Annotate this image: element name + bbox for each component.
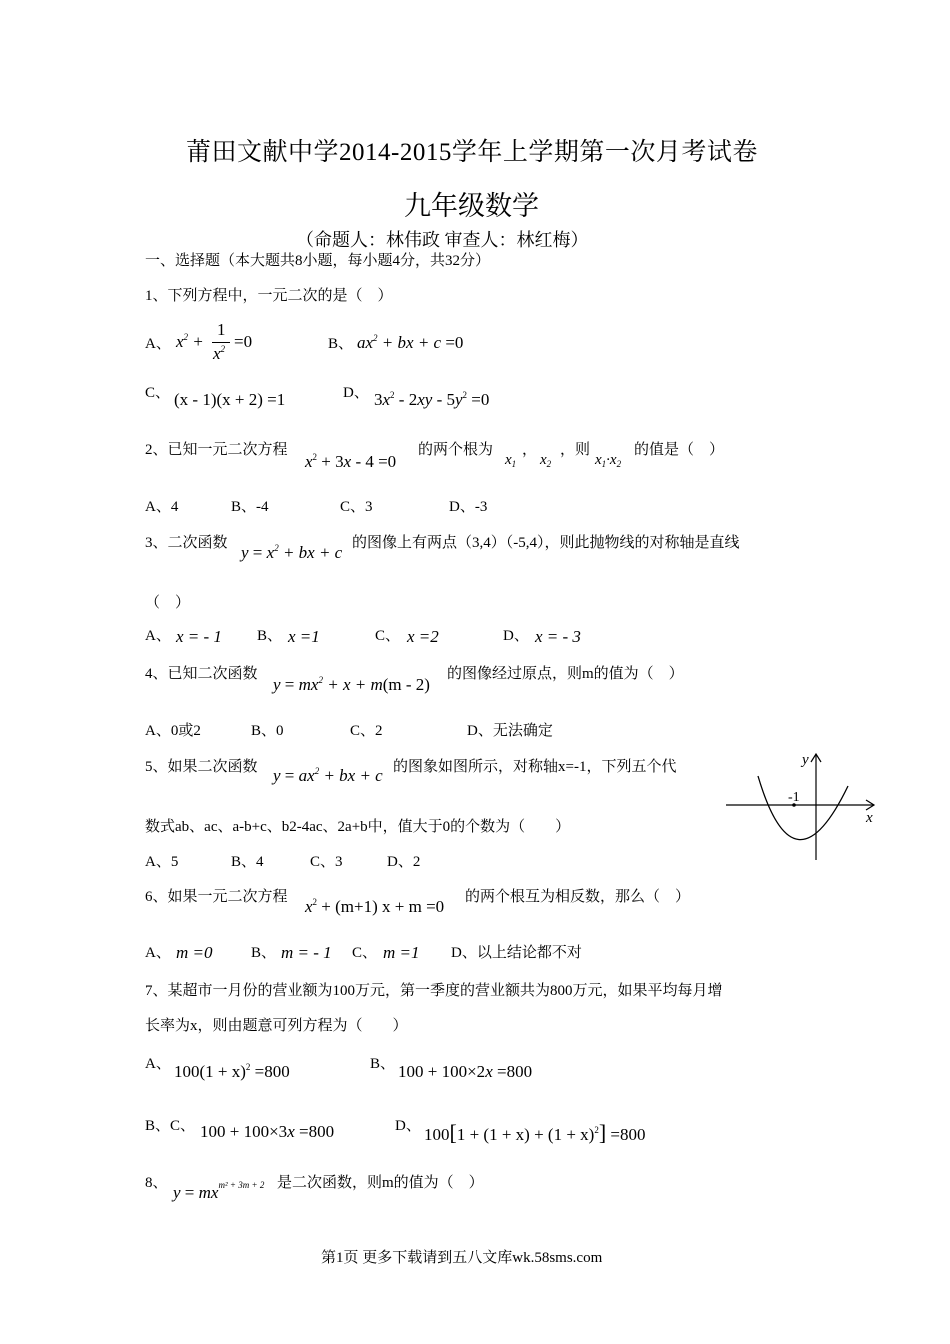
q1-option-d-formula: $3x^2 - 2xy - 5y^2 =0$ <box>374 390 490 409</box>
q3-stem-b: 的图像上有两点（3,4）（-5,4），则此抛物线的对称轴是直线 <box>352 535 740 551</box>
q8-stem: 是二次函数，则m的值为（ ） <box>277 1175 484 1191</box>
q1-option-a-formula: $x^2$ + 1 $x^2$ =0 <box>176 320 253 363</box>
q5-option-c: C、3 <box>310 854 343 870</box>
q7-option-a-label: A、 <box>145 1056 171 1072</box>
q3-option-b: x =1 <box>288 627 320 646</box>
x-axis-label: x <box>866 810 873 826</box>
parabola-curve <box>758 776 848 840</box>
section-heading: 一、选择题（本大题共8小题，每小题4分，共32分） <box>145 253 491 269</box>
q1-option-a-label: A、 <box>145 336 171 352</box>
q2-equation: $x^2 + 3x - 4 =0$ <box>305 452 397 471</box>
q3-option-c-label: C、 <box>375 628 401 644</box>
y-axis-label: y <box>802 752 809 768</box>
q5-equation: $y = ax^2$ + bx + c <box>273 766 383 785</box>
q4-equation: $y = mx^2 + x + m(m - 2)$ <box>273 675 430 694</box>
exam-subtitle: 九年级数学 <box>404 191 539 221</box>
symmetry-label: -1 <box>788 790 800 805</box>
q1-a-x: x <box>176 332 184 351</box>
q8-exponent: m² + 3m + 2 <box>218 1180 265 1190</box>
q3-stem-a: 3、二次函数 <box>145 535 228 551</box>
q6-option-b-label: B、 <box>251 945 277 961</box>
page-footer: 第1页 更多下载请到五八文库wk.58sms.com <box>321 1250 603 1266</box>
exam-authors: （命题人：林伟政 审查人：林红梅） <box>296 230 589 250</box>
q3-option-a: x = - 1 <box>176 627 222 646</box>
q1-stem: 1、下列方程中，一元二次的是（ ） <box>145 288 393 304</box>
q2-option-d: D、-3 <box>449 499 488 515</box>
q6-equation: $x^2 + (m+1) x + m =0$ <box>305 897 445 916</box>
q1-a-numerator: 1 <box>217 320 226 339</box>
q7-option-c: 100 + 100×3x =800 <box>200 1122 335 1141</box>
q7-option-c-label: B、C、 <box>145 1118 196 1134</box>
q8-equation: $y = mx^{m^2 + 3m + 2}$ <box>173 1180 265 1202</box>
q2-option-c: C、3 <box>340 499 373 515</box>
q3-equation: $y = x^2$ + bx + c <box>241 543 343 562</box>
q7-option-b: 100 + 100×2x =800 <box>398 1062 533 1081</box>
q2-root-1: $x_1$ <box>505 452 517 469</box>
q4-option-a: A、0或2 <box>145 723 201 739</box>
q5-stem-a: 5、如果二次函数 <box>145 759 258 775</box>
q4-option-d: D、无法确定 <box>467 723 553 739</box>
q3-option-a-label: A、 <box>145 628 171 644</box>
q7-stem-a: 7、某超市一月份的营业额为100万元，第一季度的营业额共为800万元，如果平均每月增 <box>145 983 723 999</box>
q4-option-b: B、0 <box>251 723 284 739</box>
q2-product: $x_1\cdot x_2$ <box>595 452 622 469</box>
q6-option-a-label: A、 <box>145 945 171 961</box>
q3-paren: （ ） <box>145 595 191 611</box>
q7-option-d-label: D、 <box>395 1118 421 1134</box>
q4-stem-a: 4、已知二次函数 <box>145 666 258 682</box>
q3-option-d-label: D、 <box>503 628 529 644</box>
q7-option-a: $100(1 + x)^2 =800$ <box>174 1062 290 1081</box>
q7-option-b-label: B、 <box>370 1056 396 1072</box>
q3-option-d: x = - 3 <box>535 627 581 646</box>
q5-option-a: A、5 <box>145 854 179 870</box>
q7-option-d: $100[1 + (1 + x) + (1 + x)^2] =800$ <box>424 1120 646 1145</box>
q8-label: 8、 <box>145 1175 168 1191</box>
q5-stem-c: 数式ab、ac、a-b+c、b2-4ac、2a+b中，值大于0的个数为（ ） <box>145 819 571 835</box>
q3-option-b-label: B、 <box>257 628 283 644</box>
q6-option-b: m = - 1 <box>281 943 332 962</box>
q6-option-c: m =1 <box>383 943 420 962</box>
q6-stem-b: 的两个根互为相反数，那么（ ） <box>465 889 691 905</box>
q2-option-b: B、-4 <box>231 499 269 515</box>
q1-a-eq: =0 <box>234 332 253 351</box>
q4-stem-b: 的图像经过原点，则m的值为（ ） <box>447 666 684 682</box>
q2-stem-a: 2、已知一元二次方程 <box>145 442 288 458</box>
q2-comma: ， <box>522 442 538 458</box>
q7-stem-b: 长率为x，则由题意可列方程为（ ） <box>145 1018 408 1034</box>
q5-option-d: D、2 <box>387 854 421 870</box>
q5-stem-b: 的图象如图所示，对称轴x=-1，下列五个代 <box>393 759 677 775</box>
q2-stem-b: 的两个根为 <box>418 442 494 458</box>
q1-option-b-label: B、 <box>328 336 354 352</box>
q2-root-2: $x_2$ <box>540 452 552 469</box>
q2-stem-d: 的值是（ ） <box>634 442 725 458</box>
q1-option-c-label: C、 <box>145 385 171 401</box>
parabola-graph <box>722 748 882 864</box>
q1-option-d-label: D、 <box>343 385 369 401</box>
q4-option-c: C、2 <box>350 723 383 739</box>
q3-option-c: x =2 <box>407 627 439 646</box>
q2-stem-c: ，则 <box>560 442 591 458</box>
q2-option-a: A、4 <box>145 499 179 515</box>
exam-title: 莆田文献中学2014-2015学年上学期第一次月考试卷 <box>186 139 758 166</box>
fraction-bar <box>212 342 230 343</box>
q6-option-d: D、以上结论都不对 <box>451 945 582 961</box>
q6-stem-a: 6、如果一元二次方程 <box>145 889 288 905</box>
q6-option-a: m =0 <box>176 943 213 962</box>
q1-option-b-formula: $ax^2$ + bx + c =0 <box>357 333 464 352</box>
q5-option-b: B、4 <box>231 854 264 870</box>
q6-option-c-label: C、 <box>352 945 378 961</box>
q1-option-c-formula: (x - 1)(x + 2) =1 <box>174 390 286 409</box>
